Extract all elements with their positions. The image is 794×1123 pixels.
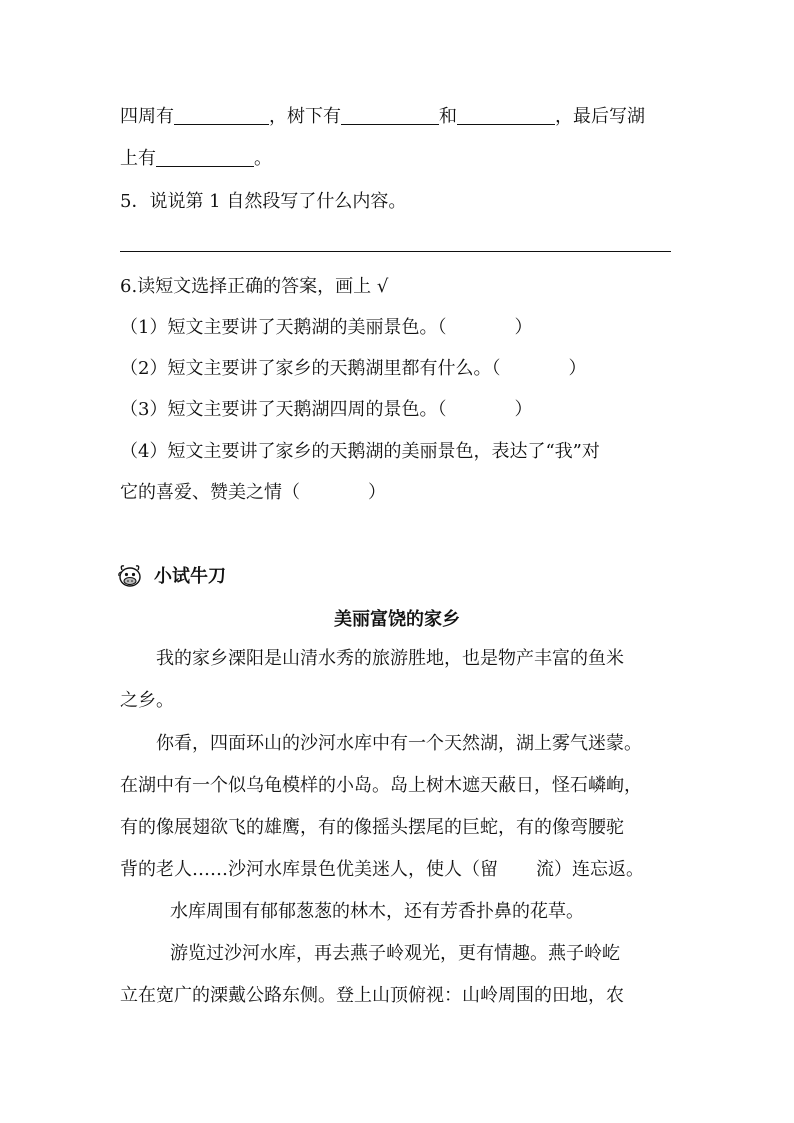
paragraph-line: 游览过沙河水库，再去燕子岭观光，更有情趣。燕子岭屹 — [170, 943, 620, 964]
paragraph-line: 在湖中有一个似乌龟模样的小岛。岛上树木遮天蔽日，怪石嶙峋， — [120, 775, 642, 796]
answer-blank[interactable] — [174, 106, 269, 125]
q4-text-d: ，最后写湖 — [555, 106, 645, 127]
option-close: ） — [514, 317, 533, 338]
question-6-option-3 — [120, 397, 675, 423]
paragraph-line: 水库周围有郁郁葱葱的林木，还有芳香扑鼻的花草。 — [170, 901, 584, 922]
question-6-title: 6.读短文选择正确的答案，画上 √ — [120, 276, 389, 297]
question-6-option-1 — [120, 315, 675, 341]
answer-line[interactable] — [120, 251, 671, 252]
article-paragraph-1 — [120, 638, 675, 722]
answer-blank[interactable] — [341, 106, 439, 125]
option-text: （2）短文主要讲了家乡的天鹅湖里都有什么。（ — [120, 358, 501, 379]
q4-text-a: 四周有 — [120, 106, 174, 127]
question-5: 5．说说第 1 自然段写了什么内容。 — [120, 191, 407, 212]
option-close: ） — [568, 358, 587, 379]
q4-text-e: 上有 — [120, 148, 156, 169]
section-header — [118, 560, 226, 590]
paragraph-line: 你看，四面环山的沙河水库中有一个天然湖，湖上雾气迷蒙。 — [156, 733, 642, 754]
line-text: 背的老人……沙河水库景色优美迷人，使人（留 — [120, 859, 498, 880]
q4-text-b: ，树下有 — [269, 106, 341, 127]
question-6-option-4-line-1: （4）短文主要讲了家乡的天鹅湖的美丽景色，表达了“我”对 — [120, 441, 600, 462]
question-6-option-2 — [120, 356, 675, 382]
paragraph-line: 之乡。 — [120, 690, 174, 711]
section-label: 小试牛刀 — [154, 566, 226, 587]
q4-text-f: 。 — [254, 148, 272, 169]
article-title: 美丽富饶的家乡 — [334, 609, 460, 630]
option-close: ） — [514, 399, 533, 420]
article-paragraph-4 — [120, 933, 675, 1017]
article-paragraph-2 — [120, 723, 675, 891]
option-text: （1）短文主要讲了天鹅湖的美丽景色。（ — [120, 317, 447, 338]
article-paragraph-3 — [120, 891, 675, 933]
q4-text-c: 和 — [439, 106, 457, 127]
option-text: （3）短文主要讲了天鹅湖四周的景色。（ — [120, 399, 447, 420]
paragraph-line: 有的像展翅欲飞的雄鹰，有的像摇头摆尾的巨蛇，有的像弯腰驼 — [120, 817, 624, 838]
option-close: ） — [368, 482, 386, 503]
paragraph-line: 我的家乡溧阳是山清水秀的旅游胜地，也是物产丰富的鱼米 — [156, 648, 624, 669]
answer-blank[interactable] — [457, 106, 555, 125]
paragraph-line — [120, 849, 675, 891]
cow-icon — [118, 562, 154, 588]
paragraph-line: 立在宽广的溧戴公路东侧。登上山顶俯视：山岭周围的田地，农 — [120, 985, 624, 1006]
question-4-line-1 — [120, 104, 675, 130]
option-text: 它的喜爱、赞美之情（ — [120, 482, 300, 503]
question-4-line-2 — [120, 146, 675, 172]
question-6-option-4-line-2 — [120, 480, 675, 506]
answer-blank[interactable] — [156, 148, 254, 167]
line-text: 流）连忘返。 — [536, 859, 644, 880]
